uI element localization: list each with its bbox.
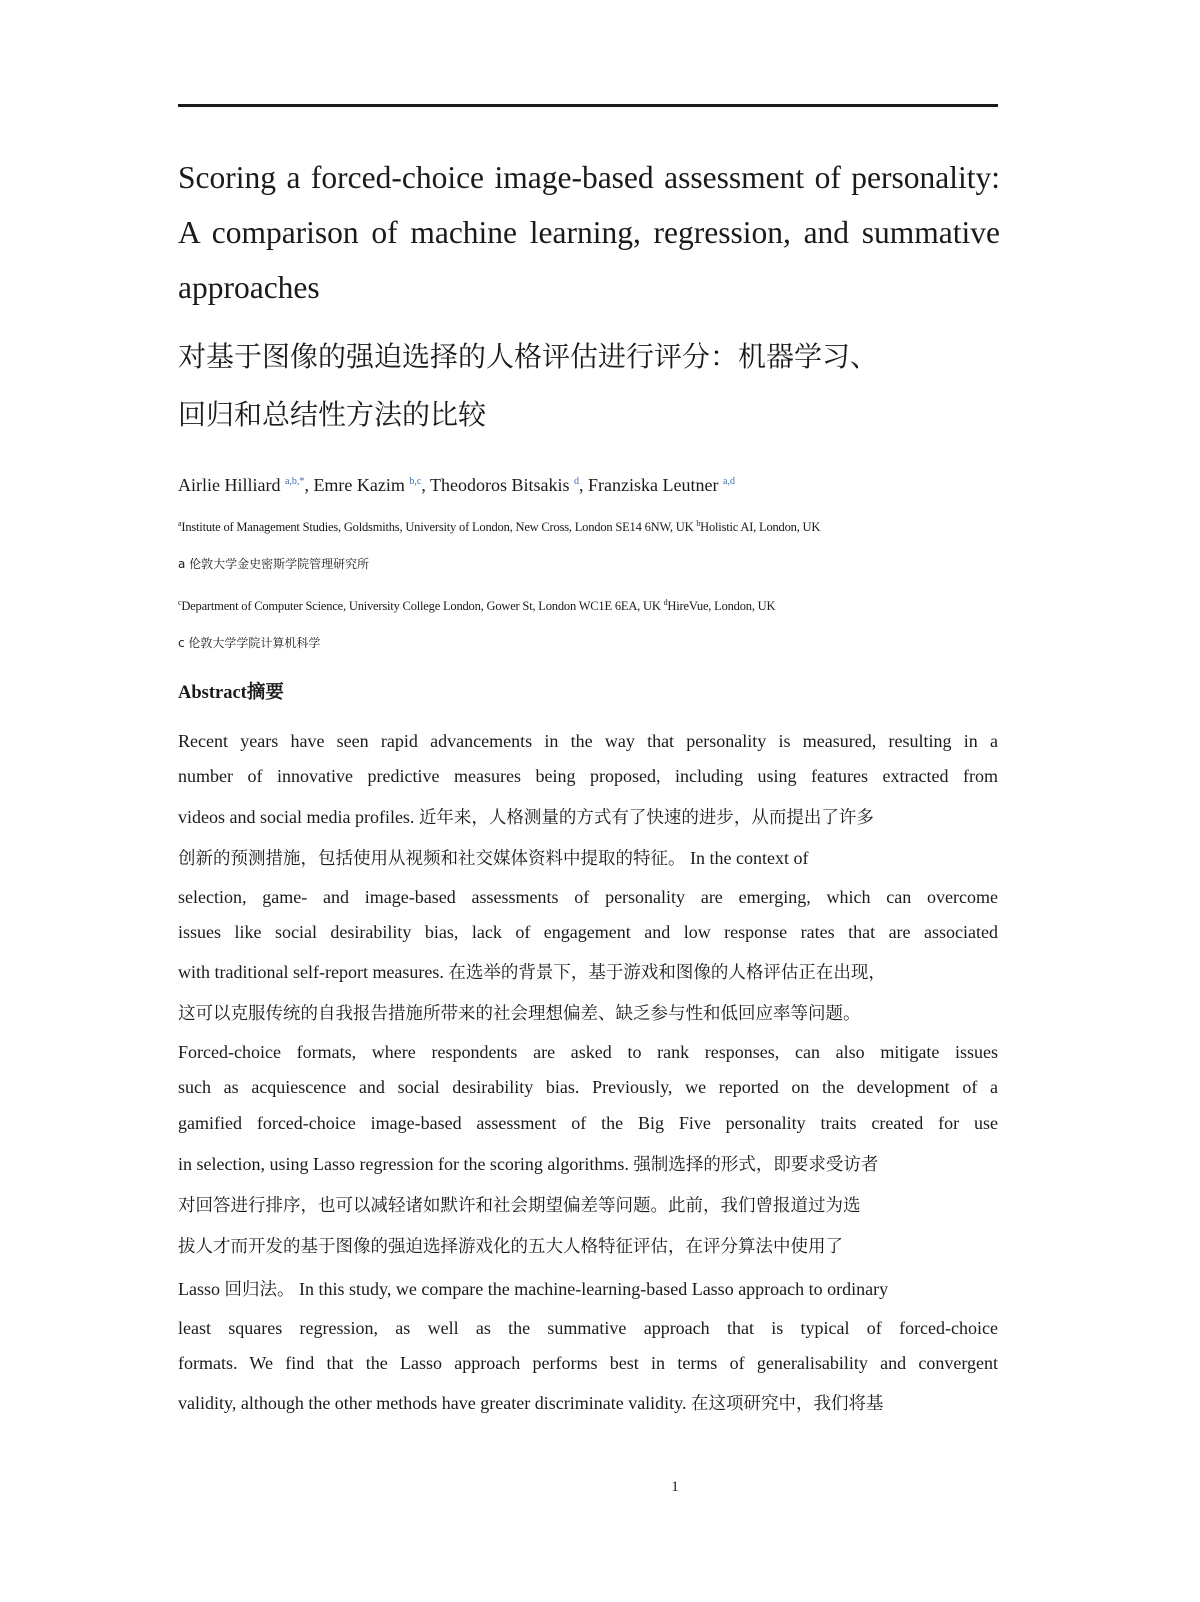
abstract-text-en: formats. We find that the Lasso approach performs best in terms of generalisability and convergent <box>178 1353 998 1373</box>
abstract-line <box>178 1233 998 1260</box>
title-chinese-line-2: 回归和总结性方法的比较 <box>178 398 487 431</box>
abstract-line <box>178 1110 998 1136</box>
abstract-text-zh: 近年来，人格测量的方式有了快速的进步，从而提出了许多 <box>418 808 874 828</box>
abstract-line <box>178 845 998 872</box>
affiliation-a-chinese: a 伦敦大学金史密斯学院管理研究所 <box>178 557 370 571</box>
abstract-text-zh: 强制选择的形式，即要求受访者 <box>633 1155 879 1175</box>
abstract-text-zh: 这可以克服传统的自我报告措施所带来的社会理想偏差、缺乏参与性和低回应率等问题。 <box>178 1004 861 1024</box>
abstract-line <box>178 1151 998 1178</box>
abstract-text-en: Lasso <box>178 1279 225 1299</box>
author-affiliation-mark[interactable]: d <box>574 476 580 487</box>
page-number: 1 <box>671 1479 679 1495</box>
abstract-line <box>178 763 998 789</box>
affiliation-a-b <box>178 515 820 536</box>
abstract-text-en: validity, although the other methods have greater discriminate validity. <box>178 1393 692 1413</box>
author-list <box>178 470 735 497</box>
abstract-line <box>178 1390 998 1417</box>
abstract-line <box>178 1039 998 1065</box>
abstract-line <box>178 959 998 986</box>
abstract-text-en: issues like social desirability bias, lack of engagement and low response rates that are associated <box>178 922 998 942</box>
abstract-text-zh: 在这项研究中，我们将基 <box>691 1394 884 1414</box>
title-chinese <box>178 328 1028 444</box>
author-affiliation-mark[interactable]: a,d <box>723 476 735 487</box>
abstract-text-zh: 回归法。 <box>224 1280 295 1300</box>
affiliation-text: Holistic AI, London, UK <box>700 520 821 535</box>
abstract-heading-en: Abstract <box>178 683 247 703</box>
abstract-line <box>178 884 998 910</box>
author-affiliation-mark[interactable]: a,b,* <box>284 476 305 487</box>
abstract-text-en: Forced-choice formats, where respondents are asked to rank responses, can also mitigate issues <box>178 1042 998 1062</box>
top-rule <box>178 104 998 107</box>
affiliation-mark: c <box>178 598 182 607</box>
author-separator: , <box>421 475 431 495</box>
abstract-text-en: In the context of <box>685 848 809 868</box>
abstract-line <box>178 1000 998 1027</box>
title-chinese-line-1: 对基于图像的强迫选择的人格评估进行评分：机器学习、 <box>178 340 879 373</box>
affiliation-text: Department of Computer Science, University College London, Gower St, London WC1E 6EA, UK <box>181 599 664 614</box>
author-separator: , <box>579 475 589 495</box>
affiliation-mark: d <box>663 598 668 607</box>
abstract-text-en: such as acquiescence and social desirability bias. Previously, we reported on the development of a <box>178 1077 998 1097</box>
affiliation-text: Institute of Management Studies, Goldsmiths, University of London, New Cross, London SE14 6NW, UK <box>181 520 697 535</box>
abstract-text-zh: 拔人才而开发的基于图像的强迫选择游戏化的五大人格特征评估，在评分算法中使用了 <box>178 1237 843 1257</box>
author-name: Emre Kazim <box>313 475 405 495</box>
abstract-text-en: selection, game- and image-based assessments of personality are emerging, which can overcome <box>178 887 998 907</box>
abstract-heading-zh: 摘要 <box>246 682 284 703</box>
affiliation-mark: b <box>696 519 701 528</box>
title-english: Scoring a forced-choice image-based assessment of personality: A comparison of machine learning, regression, and summative approaches <box>178 160 1000 305</box>
abstract-line <box>178 1350 998 1376</box>
abstract-text-en: gamified forced-choice image-based assessment of the Big Five personality traits created for use <box>178 1113 998 1133</box>
affiliation-mark: a <box>178 519 182 528</box>
abstract-text-en: in selection, using Lasso regression for the scoring algorithms. <box>178 1154 634 1174</box>
abstract-line <box>178 804 998 831</box>
affiliation-text: HireVue, London, UK <box>667 599 776 614</box>
author-separator: , <box>304 475 314 495</box>
author-name: Franziska Leutner <box>588 475 719 495</box>
abstract-text-zh: 创新的预测措施，包括使用从视频和社交媒体资料中提取的特征。 <box>178 849 686 869</box>
abstract-line <box>178 1276 998 1303</box>
abstract-text-zh: 在选举的背景下，基于游戏和图像的人格评估正在出现， <box>448 963 886 983</box>
abstract-text-en: In this study, we compare the machine-learning-based Lasso approach to ordinary <box>294 1279 889 1299</box>
affiliation-c-chinese: c 伦敦大学学院计算机科学 <box>178 636 321 650</box>
abstract-line <box>178 1192 998 1219</box>
abstract-text-en: with traditional self-report measures. <box>178 962 449 982</box>
abstract-text-en: least squares regression, as well as the summative approach that is typical of forced-choice <box>178 1318 998 1338</box>
author-name: Airlie Hilliard <box>178 475 281 495</box>
abstract-text-zh: 对回答进行排序，也可以减轻诸如默许和社会期望偏差等问题。此前，我们曾报道过为选 <box>178 1196 861 1216</box>
author-affiliation-mark[interactable]: b,c <box>409 476 422 487</box>
abstract-text-en: number of innovative predictive measures being proposed, including using features extracted from <box>178 766 998 786</box>
affiliation-c-d <box>178 594 775 615</box>
abstract-text-en: videos and social media profiles. <box>178 807 419 827</box>
abstract-line <box>178 1315 998 1341</box>
abstract-line <box>178 919 998 945</box>
abstract-line <box>178 1074 998 1100</box>
abstract-heading <box>178 678 284 704</box>
abstract-line <box>178 728 998 754</box>
abstract-text-en: Recent years have seen rapid advancements in the way that personality is measured, resulting in a <box>178 731 998 751</box>
author-name: Theodoros Bitsakis <box>430 475 570 495</box>
